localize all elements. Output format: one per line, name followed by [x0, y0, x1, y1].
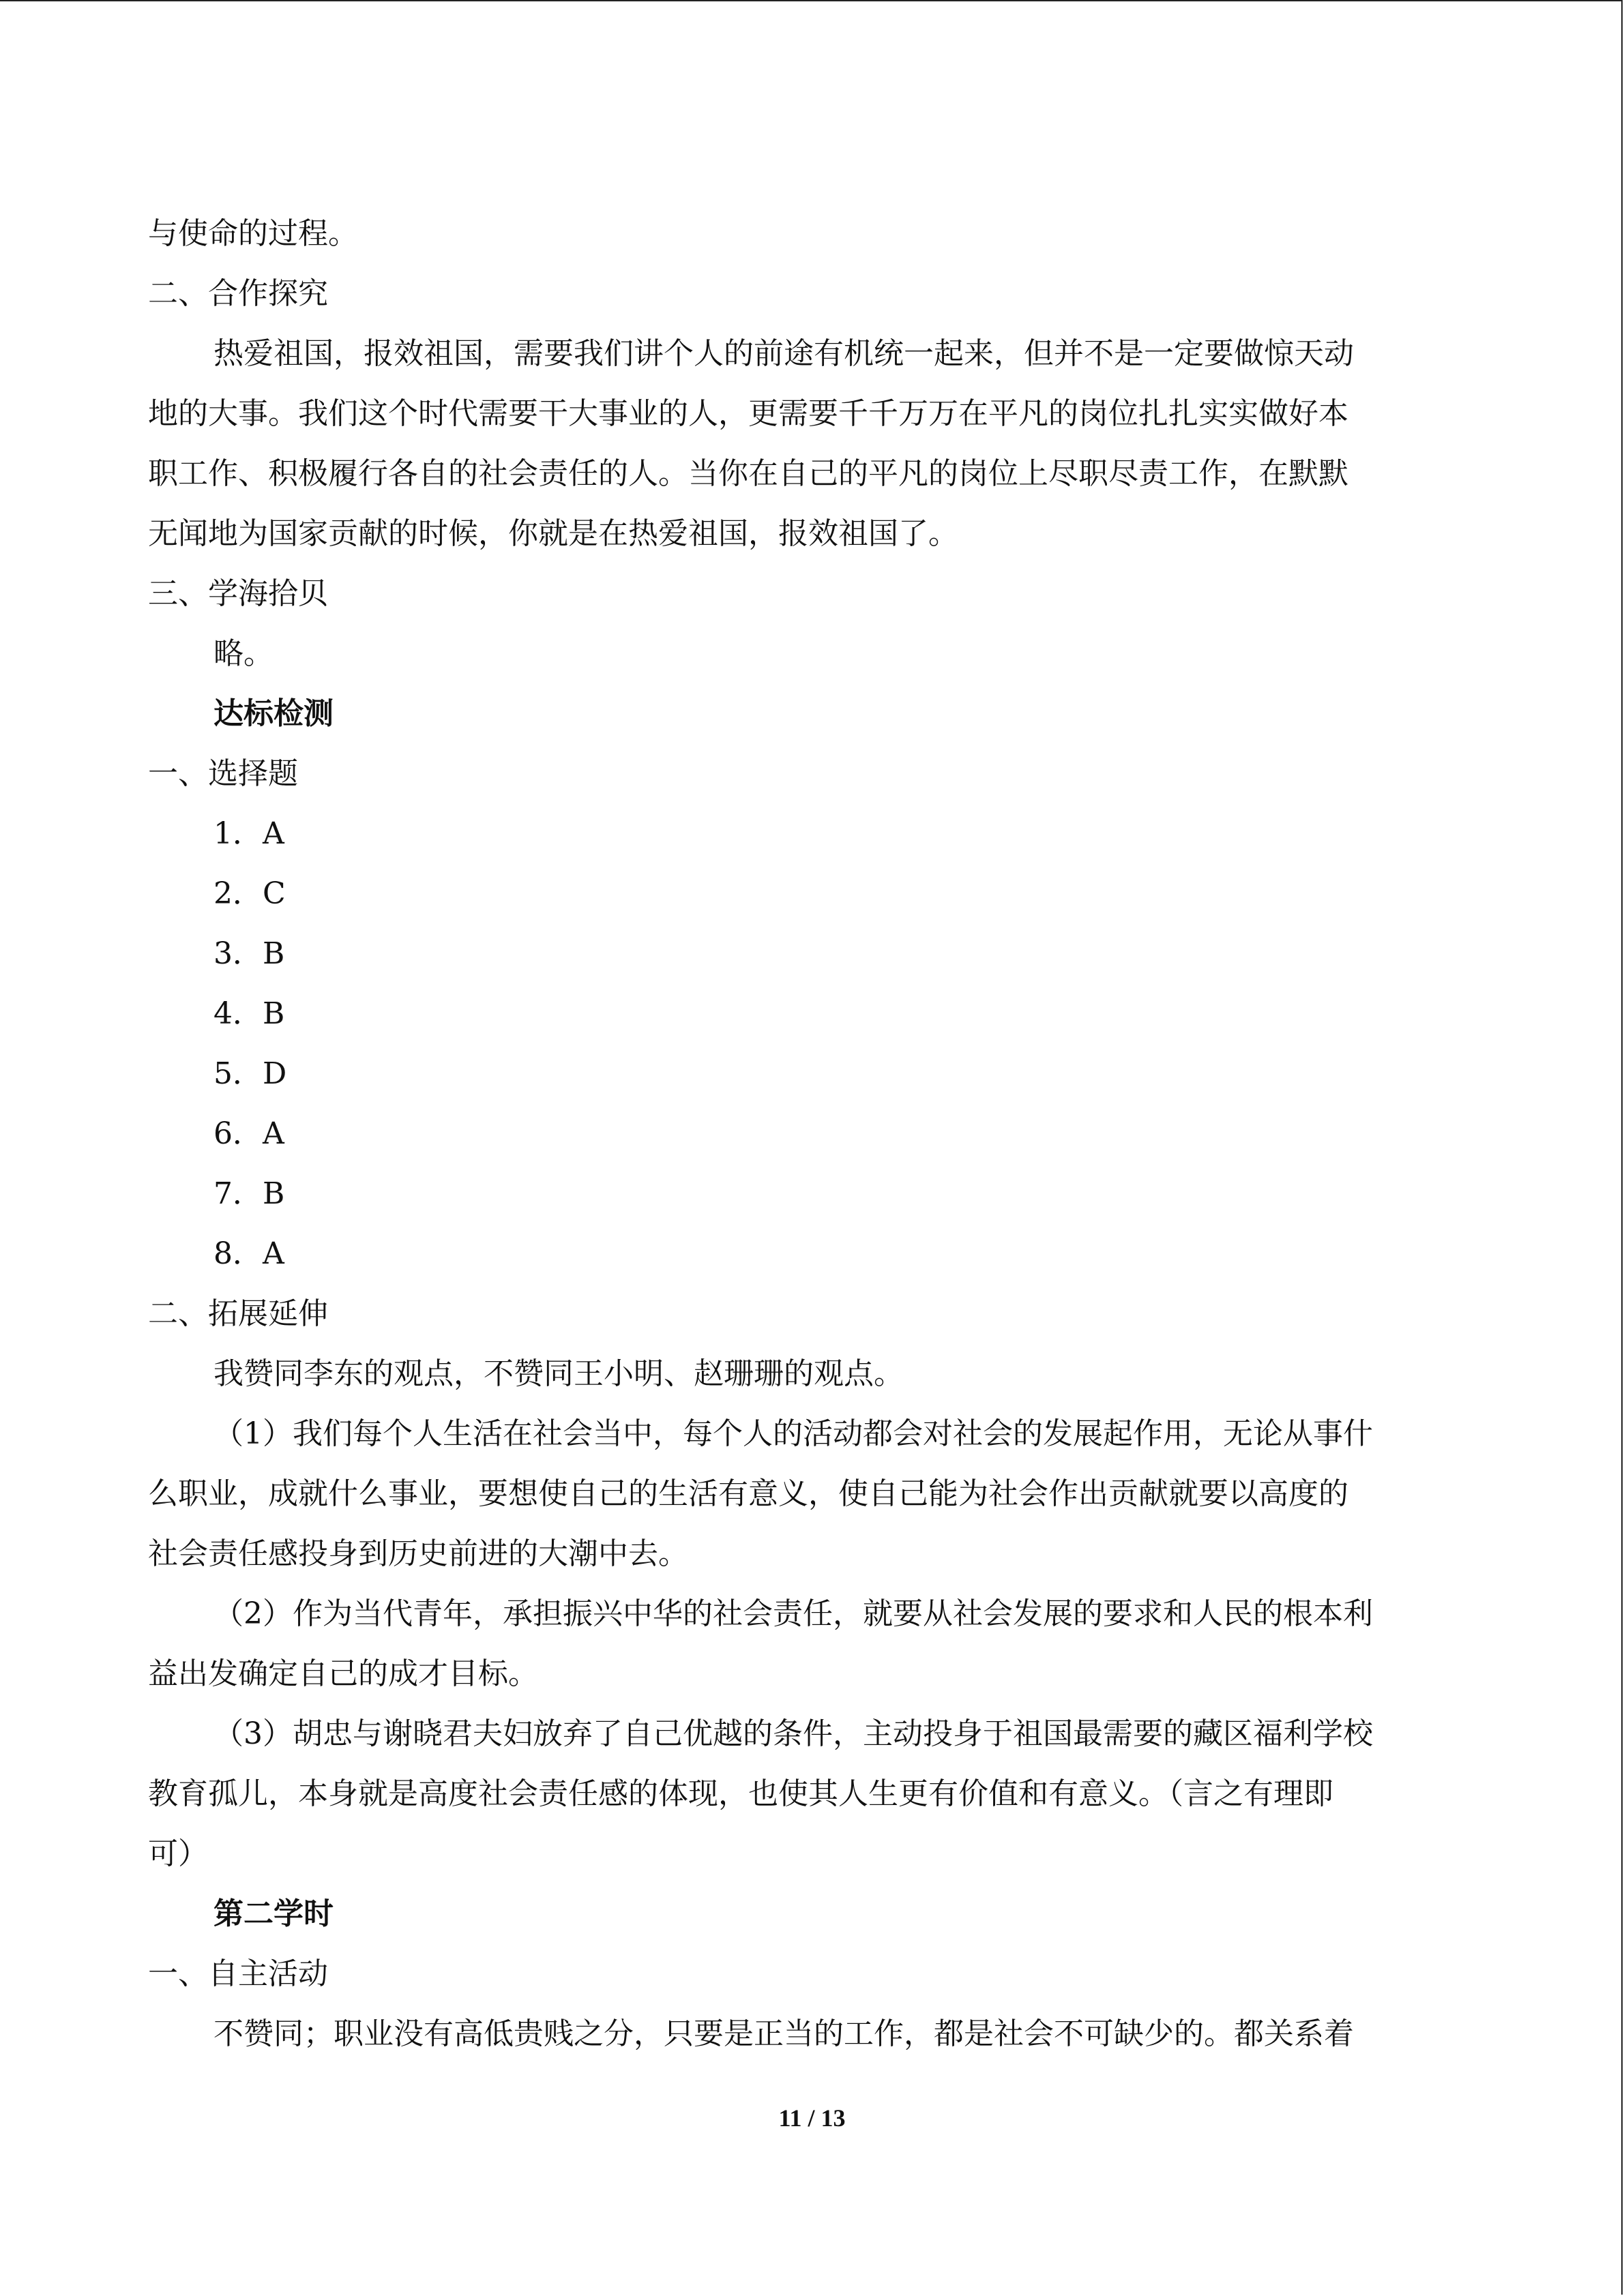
paragraph-line: 热爱祖国，报效祖国，需要我们讲个人的前途有机统一起来，但并不是一定要做惊天动 — [213, 336, 1354, 371]
paragraph-line: 么职业，成就什么事业，要想使自己的生活有意义，使自己能为社会作出贡献就要以高度的 — [148, 1476, 1348, 1511]
answer-item: 7．B — [213, 1176, 285, 1211]
paragraph-line: 地的大事。我们这个时代需要干大事业的人，更需要千千万万在平凡的岗位扎扎实实做好本 — [148, 396, 1348, 431]
answer-item: 5．D — [213, 1056, 287, 1091]
section-heading: 一、自主活动 — [148, 1956, 328, 1991]
paragraph-line: 职工作、积极履行各自的社会责任的人。当你在自己的平凡的岗位上尽职尽责工作，在默默 — [148, 456, 1348, 491]
answer-item: 2．C — [213, 876, 286, 911]
paragraph-line: 可） — [148, 1836, 208, 1871]
answer-item: 3．B — [213, 936, 285, 971]
section-heading: 二、拓展延伸 — [148, 1296, 328, 1331]
paragraph-line: 教育孤儿，本身就是高度社会责任感的体现，也使其人生更有价值和有意义。（言之有理即 — [148, 1776, 1333, 1811]
section-heading: 二、合作探究 — [148, 276, 328, 311]
section-heading: 一、选择题 — [148, 756, 298, 791]
paragraph-line: 无闻地为国家贡献的时候，你就是在热爱祖国，报效祖国了。 — [148, 516, 958, 551]
subsection-title: 第二学时 — [213, 1896, 334, 1931]
paragraph-line: （3）胡忠与谢晓君夫妇放弃了自己优越的条件，主动投身于祖国最需要的藏区福利学校 — [213, 1716, 1373, 1751]
answer-item: 6．A — [213, 1116, 284, 1151]
paragraph-line: 略。 — [213, 636, 274, 671]
paragraph-line: （2）作为当代青年，承担振兴中华的社会责任，就要从社会发展的要求和人民的根本利 — [213, 1596, 1373, 1631]
subsection-title: 达标检测 — [213, 696, 334, 731]
answer-item: 4．B — [213, 996, 285, 1031]
answer-item: 1．A — [213, 816, 284, 851]
answer-item: 8．A — [213, 1236, 284, 1271]
page-number: 11 / 13 — [778, 2104, 846, 2132]
paragraph-line: 社会责任感投身到历史前进的大潮中去。 — [148, 1536, 688, 1571]
paragraph-line: 我赞同李东的观点，不赞同王小明、赵珊珊的观点。 — [213, 1356, 904, 1391]
section-heading: 三、学海拾贝 — [148, 576, 328, 611]
paragraph-line: 益出发确定自己的成才目标。 — [148, 1656, 538, 1691]
paragraph-line: 不赞同；职业没有高低贵贱之分，只要是正当的工作，都是社会不可缺少的。都关系着 — [213, 2016, 1354, 2051]
paragraph-line: 与使命的过程。 — [148, 216, 358, 251]
paragraph-line: （1）我们每个人生活在社会当中，每个人的活动都会对社会的发展起作用，无论从事什 — [213, 1416, 1373, 1451]
